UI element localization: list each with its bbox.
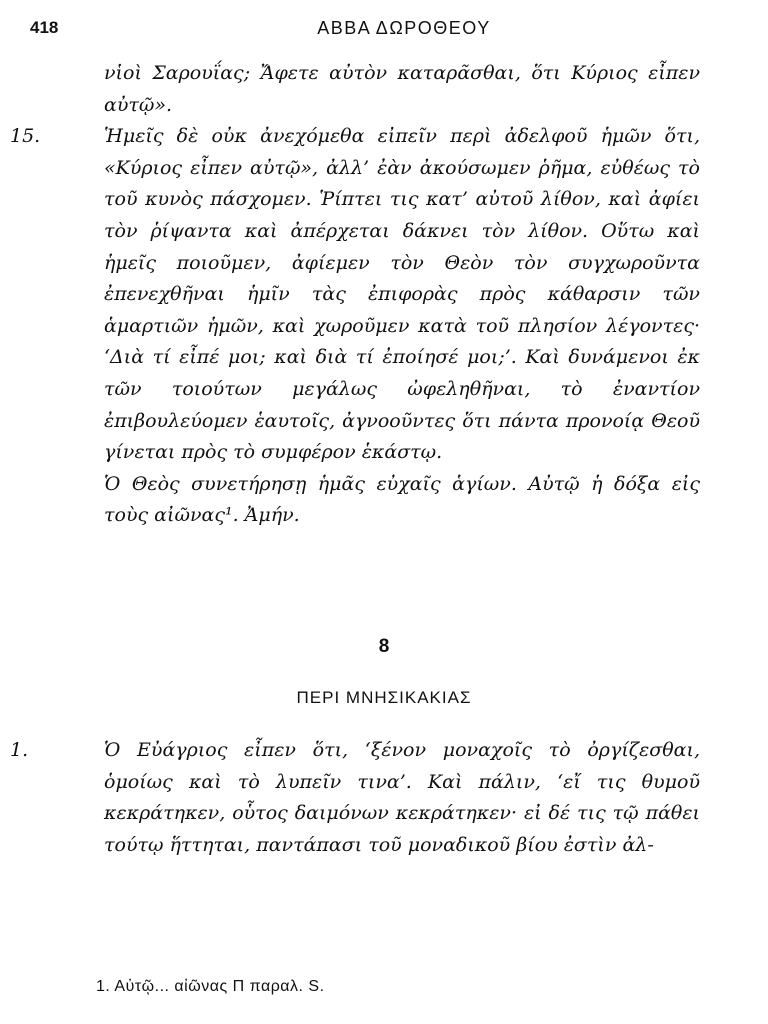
running-title: ΑΒΒΑ ΔΩΡΟΘΕΟΥ <box>317 18 491 38</box>
paragraph-number: 15. <box>10 125 41 148</box>
paragraph-15 <box>10 121 700 469</box>
chapter-number: 8 <box>378 636 390 657</box>
paragraph-number: 1. <box>10 739 29 761</box>
top-text-block <box>10 58 700 532</box>
closing-paragraph: Ὁ Θεὸς συνετήρησῃ ἡμᾶς εὐχαῖς ἁγίων. Αὐτῷ ἡ δόξα εἰς τοὺς αἰῶνας¹. Ἀμήν. <box>104 472 700 527</box>
paragraph-1 <box>10 735 700 861</box>
paragraph-text: Ἡμεῖς δὲ οὐκ ἀνεχόμεθα εἰπεῖν περὶ ἀδελφοῦ ἡμῶν ὅτι, «Κύριος εἶπεν αὐτῷ», ἀλλ’ ἐὰν ἀκούσωμεν ῥῆμα, εὐθέως τὸ τοῦ κυνὸς πάσχομεν. Ῥίπτει τις κατ’ αὐτοῦ λίθον, καὶ ἀφίει τὸν ῥίψαντα καὶ ἀπέρχεται δάκνει τὸν λίθον. Οὕτω καὶ ἡμεῖς ποιοῦμεν, ἀφίεμεν τὸν Θεὸν τὸν συγχωροῦντα ἐπενεχθῆναι ἡμῖν τὰς ἐπιφορὰς πρὸς κάθαρσιν τῶν ἁμαρτιῶν ἡμῶν, καὶ χωροῦμεν κατὰ τοῦ πλησίον λέγοντες· ‘Διὰ τί εἶπέ μοι; καὶ διὰ τί ἐποίησέ μοι;’. Καὶ δυνάμενοι ἐκ τῶν τοιούτων μεγάλως ὠφεληθῆναι, τὸ ἐναντίον ἐπιβουλεύομεν ἑαυτοῖς, ἀγνοοῦντες ὅτι πάντα προνοίᾳ Θεοῦ γίνεται πρὸς τὸ συμφέρον ἑκάστῳ. <box>104 125 700 464</box>
footnote: 1. Αὐτῷ... αἰῶνας Π παραλ. S. <box>96 978 325 995</box>
paragraph-text: Ὁ Εὐάγριος εἶπεν ὅτι, ‘ξένον μοναχοῖς τὸ ὀργίζεσθαι, ὁμοίως καὶ τὸ λυπεῖν τινα’. Καὶ πάλιν, ‘εἴ τις θυμοῦ κεκράτηκεν, οὗτος δαιμόνων κεκράτηκεν· εἰ δέ τις τῷ πάθει τούτῳ ἥττηται, παντάπασι τοῦ μοναδικοῦ βίου ἐστὶν ἀλ- <box>104 739 700 856</box>
continuation-paragraph: νἱοὶ Σαρουΐας; Ἄφετε αὐτὸν καταρᾶσθαι, ὅτι Κύριος εἶπεν αὐτῷ». <box>104 62 700 116</box>
chapter-text-block <box>10 735 700 861</box>
chapter-title: ΠΕΡΙ ΜΝΗΣΙΚΑΚΙΑΣ <box>296 688 472 707</box>
page-number: 418 <box>30 18 59 37</box>
